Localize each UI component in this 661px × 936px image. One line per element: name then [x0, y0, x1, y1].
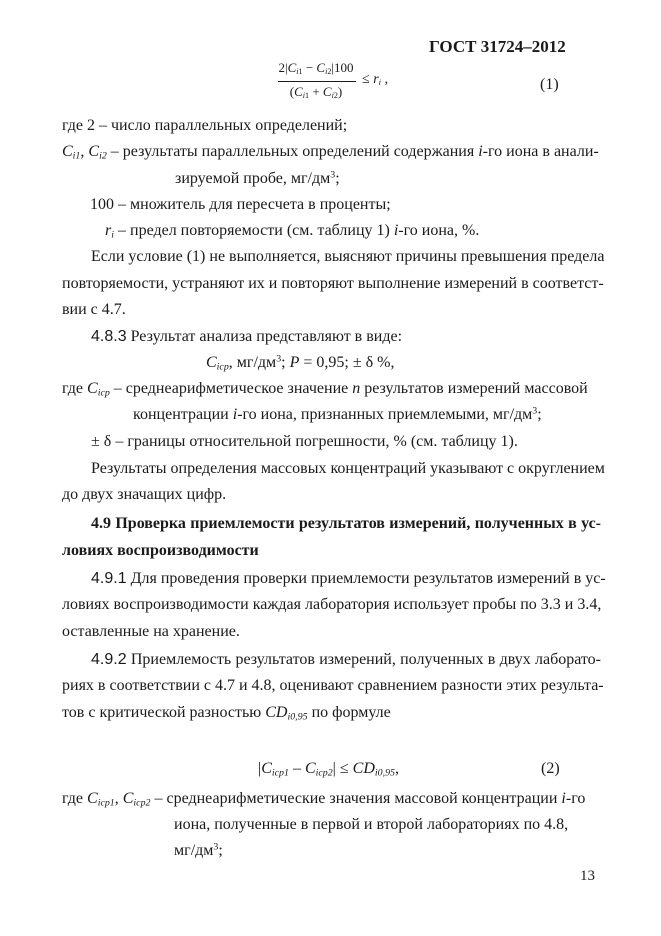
paragraph-condition-line-3: вии с 4.7. [62, 301, 126, 318]
definition-cicp12-unit: $мг/дм^3$; [174, 841, 223, 859]
section-4-9-2-line-3: тов с критической разностью $CD_{i0,95}$ по формуле [62, 704, 391, 723]
definition-cicp-cont: концентрации i-го иона, признанных приемлемыми, $мг/дм^3$; [133, 405, 542, 423]
section-4-9-1-line-3: оставленные на хранение. [62, 623, 240, 640]
formula-1-number: (1) [540, 76, 559, 93]
section-4-9-2-line-2: риях в соответствии с 4.7 и 4.8, оценивают сравнением разности этих результа- [62, 677, 604, 694]
section-4-9-1-line-1: 4.9.1 Для проведения проверки приемлемости результатов измерений в ус- [91, 570, 606, 587]
fraction-bar [278, 81, 356, 82]
standard-header: ГОСТ 31724–2012 [429, 37, 566, 56]
formula-1 [276, 60, 426, 106]
definition-2-parallel: где 2 – число параллельных определений; [62, 117, 348, 134]
result-formula: $C_{icp}$, $мг/дм^3$; P = 0,95; ± δ %, [206, 353, 395, 373]
definition-delta: ± δ – границы относительной погрешности, % (см. таблицу 1). [91, 433, 518, 450]
paragraph-condition-line-2: повторяемости, устраняют их и повторяют выполнение измерений в соответст- [62, 275, 604, 292]
formula-2-number: (2) [541, 760, 560, 777]
paragraph-condition-line-1: Если условие (1) не выполняется, выясняют причины превышения предела [91, 248, 605, 265]
definition-100: 100 – множитель для пересчета в проценты; [90, 196, 391, 213]
formula-2: $|C_{icp1} - C_{icp2}| \le CD_{i0,95}$, [258, 760, 399, 779]
formula-1-numerator: $2|C_{i1} - C_{i2}|100$ [278, 60, 354, 76]
page-number: 13 [580, 868, 595, 884]
definition-ri: $r_i$ – предел повторяемости (см. таблицу 1) i-го иона, %. [105, 222, 480, 241]
formula-1-rhs: ≤ $r_i$ , [362, 72, 389, 88]
section-4-9-2-line-1: 4.9.2 Приемлемость результатов измерений, полученных в двух лаборато- [91, 651, 601, 668]
definition-cicp12: где $C_{icp1}$, $C_{icp2}$ – среднеарифметические значения массовой концентрации i-го [62, 790, 586, 809]
rounding-line-1: Результаты определения массовых концентраций указывают с округлением [91, 460, 605, 477]
definition-cicp: где $C_{icp}$ – среднеарифметическое значение n результатов измерений массовой [62, 380, 588, 399]
section-4-9-title-line-2: ловиях воспроизводимости [62, 542, 259, 559]
definition-ci: $C_{i1}$, $C_{i2}$ – результаты параллельных определений содержания i-го иона в анали- [62, 143, 599, 162]
rounding-line-2: до двух значащих цифр. [62, 486, 227, 503]
definition-ci-cont: зируемой пробе, $мг/дм^3$; [175, 169, 340, 187]
section-4-8-3-heading: 4.8.3 Результат анализа представляют в виде: [91, 328, 403, 345]
section-4-9-1-line-2: ловиях воспроизводимости каждая лаборатория использует пробы по 3.3 и 3.4, [62, 596, 602, 613]
definition-cicp12-cont: иона, полученные в первой и второй лабораториях по 4.8, [174, 816, 569, 833]
section-4-9-title-line-1: 4.9 Проверка приемлемости результатов измерений, полученных в ус- [91, 515, 601, 532]
formula-1-denominator: $(C_{i1} + C_{i2})$ [289, 84, 343, 100]
